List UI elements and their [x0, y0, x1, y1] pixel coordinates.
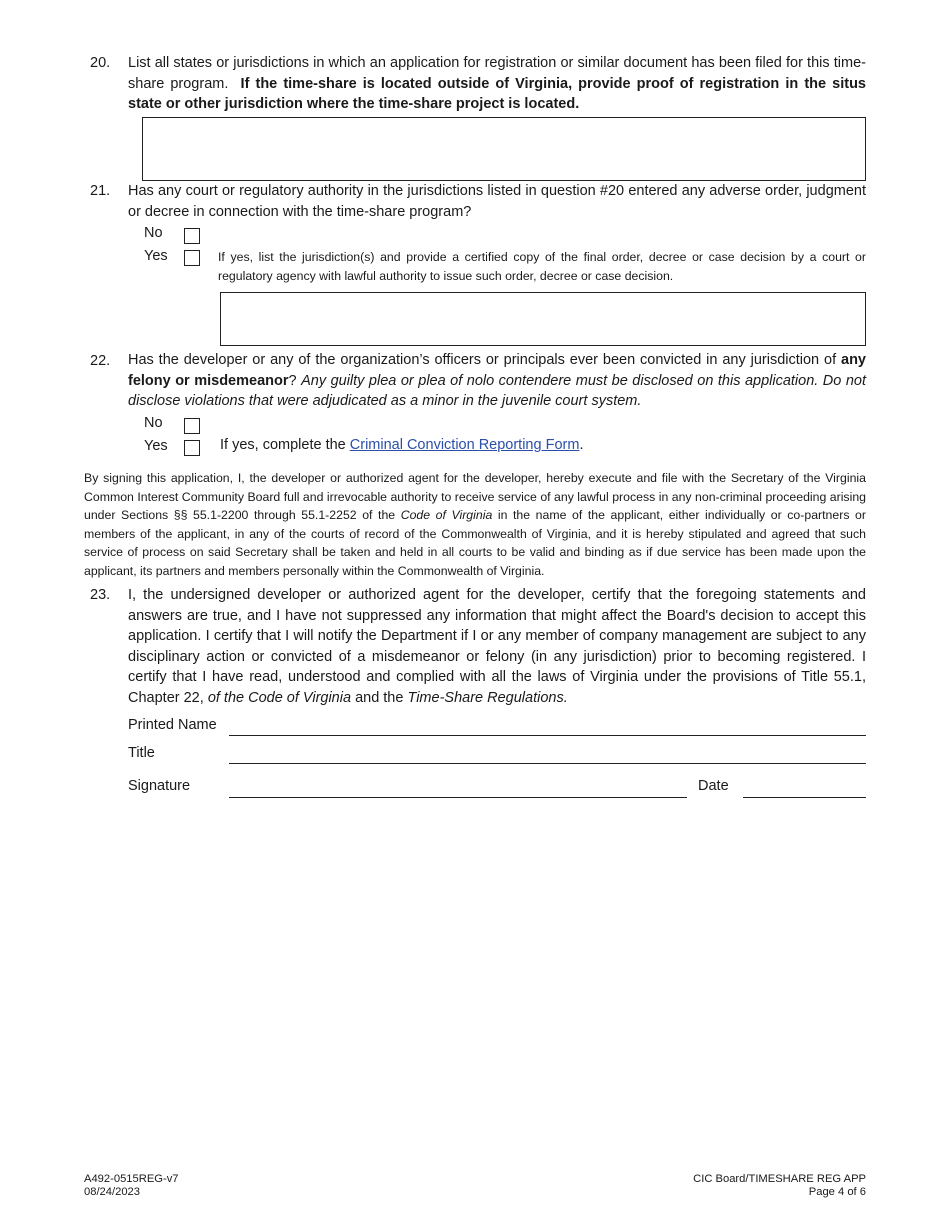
question-22-yes-suffix: . [579, 437, 584, 453]
question-22-yes-prefix: If yes, complete the [220, 437, 346, 453]
date-label: Date [698, 778, 729, 794]
title-label: Title [128, 745, 155, 761]
question-22-prompt: Has the developer or any of the organization’s officers or principals ever been convicted in any jurisdiction of [128, 352, 837, 368]
service-paragraph-part2: in the name of the applicant, either individually or co-partners or members of the applicant, in any of the courts of record of the Commonwealth of Virginia, and it is hereby stipulated and agreed that such service of process on said Secretary shall be taken and held in all courts to be valid and binding as if due service has been made upon the applicant, its partners and members personally within the Commonwealth of Virginia. [84, 508, 866, 578]
service-of-process-paragraph [84, 469, 866, 581]
question-21-yes-instructions: If yes, list the jurisdiction(s) and provide a certified copy of the final order, decree or case decision by a court or regulatory agency with lawful authority to issue such order, decree or case decision. [218, 250, 866, 283]
question-20-answer-value [143, 118, 865, 130]
question-20-text [128, 53, 866, 115]
question-23-certification [128, 585, 866, 708]
question-21-answer-value [221, 293, 865, 305]
question-20-answer-box[interactable] [142, 117, 866, 181]
question-21-yes-checkbox[interactable] [184, 250, 200, 266]
date-field[interactable] [743, 797, 866, 798]
footer-right [693, 1173, 866, 1199]
question-number: 22. [90, 353, 111, 369]
question-20-prompt: List all states or jurisdictions in which an application for registration or similar document has been filed for this time-share program. [128, 55, 866, 92]
question-22-yes-label: Yes [144, 438, 168, 454]
form-id: A492-0515REG-v7 [84, 1173, 179, 1185]
question-number: 20. [90, 55, 111, 71]
question-21-no-checkbox[interactable] [184, 228, 200, 244]
question-22-italic-note: Any guilty plea or plea of nolo contendere must be disclosed on this application. Do not disclose violations that were adjudicated as a minor in the juvenile court system. [128, 372, 867, 409]
question-22-question-mark: ? [288, 372, 297, 389]
question-22-bold-phrase: any felony or misdemeanor [128, 352, 867, 389]
question-22-yes-instructions [220, 437, 583, 453]
question-22-no-checkbox[interactable] [184, 418, 200, 434]
title-field[interactable] [229, 763, 866, 764]
question-22-text [128, 350, 866, 412]
printed-name-label: Printed Name [128, 717, 217, 733]
printed-name-field[interactable] [229, 735, 866, 736]
question-20-bold-instruction: If the time-share is located outside of Virginia, provide proof of registration in the situs state or other jurisdiction where the time-share project is located. [128, 75, 866, 112]
criminal-conviction-form-link[interactable]: Criminal Conviction Reporting Form [349, 437, 580, 453]
question-23-timeshare-regulations: Time-Share Regulations. [407, 689, 568, 706]
service-paragraph-part1: By signing this application, I, the developer or authorized agent for the developer, hereby execute and file with the Secretary of the Virginia Common Interest Community Board full and irrevocable authority to receive service of any lawful process in any non-criminal proceeding arising under Sections §§ 55.1-2200 through 55.1-2252 of the [84, 471, 866, 523]
service-paragraph-code-of-virginia: Code of Virginia [400, 508, 493, 523]
question-22-no-label: No [144, 415, 163, 431]
question-number: 21. [90, 183, 111, 199]
board-name: CIC Board/TIMESHARE REG APP [693, 1173, 866, 1185]
question-number: 23. [90, 587, 111, 603]
signature-label: Signature [128, 778, 191, 794]
question-23-code-of-virginia: of the Code of Virginia [207, 689, 352, 706]
question-23-and-the: and the [355, 689, 404, 706]
footer-left [84, 1173, 179, 1199]
signature-field[interactable] [229, 797, 687, 798]
question-21-answer-box[interactable] [220, 292, 866, 346]
question-21-text: Has any court or regulatory authority in the jurisdictions listed in question #20 entered any adverse order, judgment or decree in connection with the time-share program? [128, 183, 866, 220]
question-21-no-label: No [144, 225, 163, 241]
question-21-yes-label: Yes [144, 248, 168, 264]
question-22-yes-checkbox[interactable] [184, 440, 200, 456]
page-number: Page 4 of 6 [808, 1186, 866, 1198]
question-23-text: I, the undersigned developer or authorized agent for the developer, certify that the foregoing statements and answers are true, and I have not suppressed any information that might affect the Board's decision to accept this application. I certify that I will notify the Department if I or any member of company management are subject to any disciplinary action or convicted of a misdemeanor or felony (in any jurisdiction) prior to becoming registered. I certify that I have read, understood and complied with all the laws of Virginia under the provisions of Title 55.1, Chapter 22, [128, 587, 866, 706]
form-date: 08/24/2023 [84, 1186, 140, 1198]
